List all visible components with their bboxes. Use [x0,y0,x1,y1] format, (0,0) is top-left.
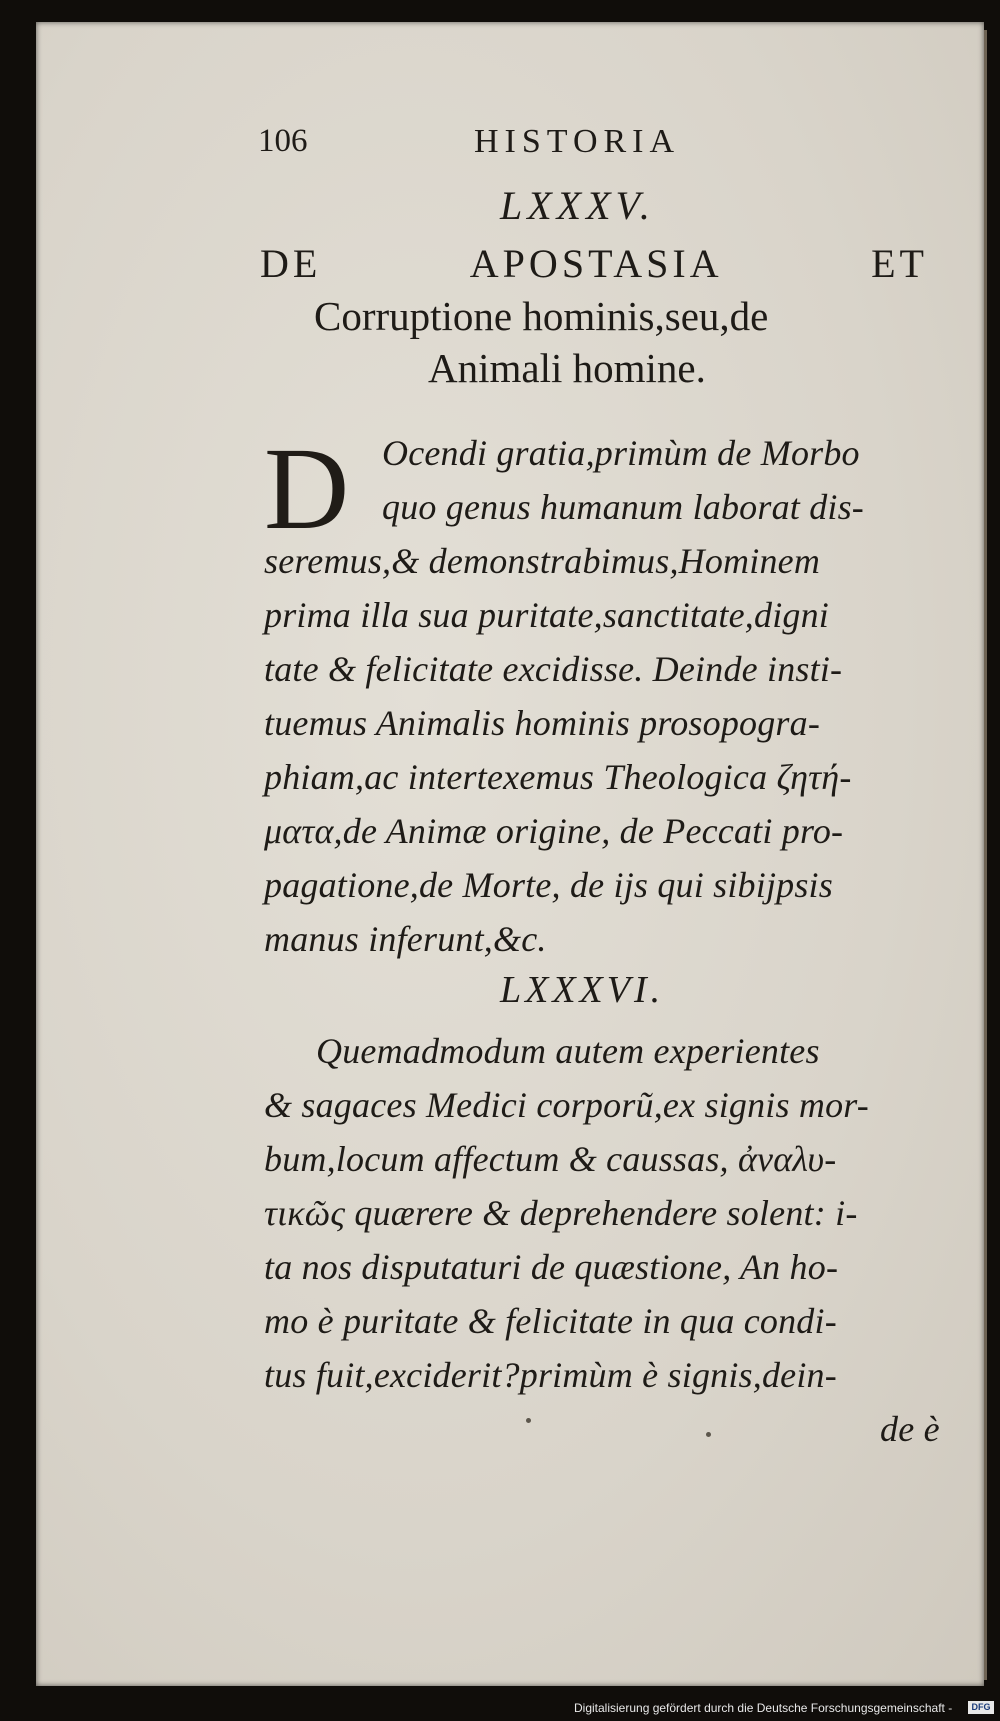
body-line: tus fuit,exciderit?primùm è signis,dein- [264,1355,837,1395]
body-line: prima illa sua puritate,sanctitate,digni [264,595,829,635]
digitization-credit: Digitalisierung gefördert durch die Deutsche Forschungsgemeinschaft - [574,1701,953,1715]
heading-word: APOSTASIA [469,241,723,286]
paper-speck [526,1418,531,1423]
paper-speck [706,1432,711,1437]
chapter-heading-line2: Corruptione hominis,seu,de [314,293,769,339]
chapter-heading-line1 [260,240,928,287]
body-line: tate & felicitate excidisse. Deinde insti- [264,649,843,689]
body-line: seremus,& demonstrabimus,Hominem [264,541,821,581]
dfg-logo: DFG [968,1701,994,1714]
body-line: manus inferunt,&c. [264,919,547,959]
body-line: tuemus Animalis hominis prosopogra- [264,703,821,743]
body-line: Ocendi gratia,primùm de Morbo [382,433,860,473]
body-line: phiam,ac intertexemus Theologica ζητή- [264,757,852,797]
chapter-number: LXXXV. [500,183,655,228]
catchword: de è [880,1409,940,1449]
drop-cap: D [264,423,350,554]
body-line: mo è puritate & felicitate in qua condi- [264,1301,837,1341]
body-line: pagatione,de Morte, de ijs qui sibijpsis [264,865,833,905]
chapter-heading-line3: Animali homine. [428,345,706,391]
body-line: bum,locum affectum & caussas, ἀναλυ- [264,1139,837,1179]
page-number: 106 [258,123,308,159]
body-line: τικῶς quærere & deprehendere solent: i- [264,1193,858,1233]
section-number: LXXXVI. [500,969,665,1011]
body-line: ta nos disputaturi de quæstione, An ho- [264,1247,839,1287]
running-title: HISTORIA [474,123,681,160]
body-line: quo genus humanum laborat dis- [382,487,864,527]
body-line: Quemadmodum autem experientes [316,1031,820,1071]
heading-word: DE [260,241,322,286]
heading-word: ET [871,241,928,286]
body-line: ματα,de Animæ origine, de Peccati pro- [264,811,844,851]
body-line: & sagaces Medici corporũ,ex signis mor- [264,1085,869,1125]
